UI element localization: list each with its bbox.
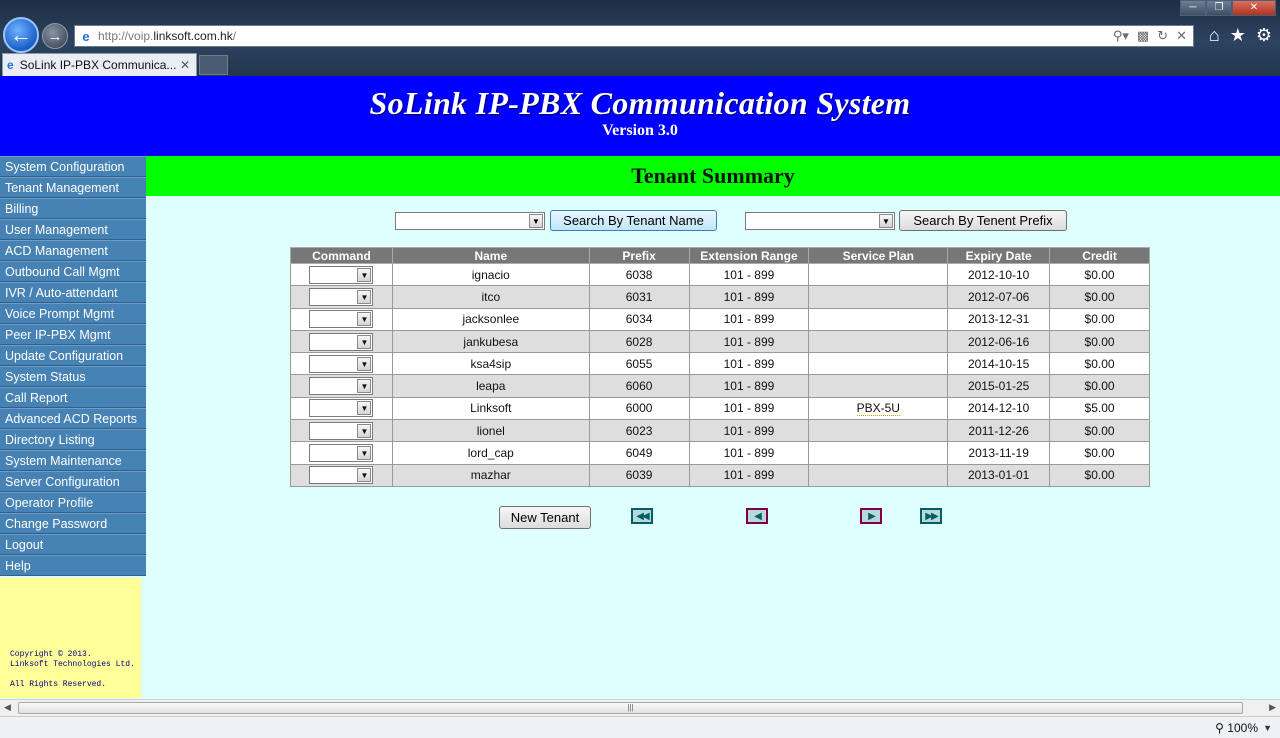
table-row xyxy=(291,442,1150,464)
new-tab-button[interactable] xyxy=(199,55,228,75)
command-cell xyxy=(291,286,393,308)
command-cell xyxy=(291,397,393,419)
tab-bar xyxy=(0,52,1280,76)
scroll-left-icon[interactable]: ◀ xyxy=(4,702,11,712)
tenant-name: mazhar xyxy=(392,464,589,486)
zoom-icon: ⚲ xyxy=(1215,721,1228,735)
tenant-prefix: 6031 xyxy=(589,286,689,308)
credit: $5.00 xyxy=(1050,397,1150,419)
forward-arrow-icon[interactable]: → xyxy=(42,23,68,49)
table-row xyxy=(291,353,1150,375)
scrollbar-thumb[interactable]: ||| xyxy=(18,702,1243,714)
command-select[interactable] xyxy=(309,422,373,440)
table-row xyxy=(291,286,1150,308)
tenant-prefix: 6060 xyxy=(589,375,689,397)
expiry-date: 2013-11-19 xyxy=(948,442,1050,464)
service-plan-link[interactable]: PBX-5U xyxy=(856,401,900,416)
chevron-down-icon[interactable]: ▼ xyxy=(1263,723,1272,733)
copyright-notice: Copyright © 2013. Linksoft Technologies Ltd. All Rights Reserved. xyxy=(10,650,135,689)
address-bar[interactable] xyxy=(74,25,1194,47)
favorites-star-icon[interactable]: ★ xyxy=(1229,25,1246,45)
sidebar-item-outbound-call-mgmt[interactable]: Outbound Call Mgmt xyxy=(0,261,146,282)
service-plan xyxy=(809,397,948,419)
column-header-service-plan: Service Plan xyxy=(809,248,948,264)
extension-range: 101 - 899 xyxy=(689,264,809,286)
tenant-name: leapa xyxy=(392,375,589,397)
extension-range: 101 - 899 xyxy=(689,420,809,442)
expiry-date: 2013-01-01 xyxy=(948,464,1050,486)
credit: $0.00 xyxy=(1050,330,1150,352)
tenant-prefix: 6055 xyxy=(589,353,689,375)
refresh-icon[interactable]: ↻ xyxy=(1157,28,1169,43)
expiry-date: 2014-12-10 xyxy=(948,397,1050,419)
expiry-date: 2013-12-31 xyxy=(948,308,1050,330)
sidebar-item-call-report[interactable]: Call Report xyxy=(0,387,146,408)
tenant-prefix: 6049 xyxy=(589,442,689,464)
sidebar-item-ivr-auto-attendant[interactable]: IVR / Auto-attendant xyxy=(0,282,146,303)
service-plan xyxy=(809,420,948,442)
tenant-prefix: 6023 xyxy=(589,420,689,442)
extension-range: 101 - 899 xyxy=(689,308,809,330)
compat-view-icon[interactable]: ▩ xyxy=(1136,28,1150,43)
credit: $0.00 xyxy=(1050,420,1150,442)
tenant-prefix: 6028 xyxy=(589,330,689,352)
table-row xyxy=(291,308,1150,330)
address-tools xyxy=(1113,28,1193,44)
command-select[interactable] xyxy=(309,333,373,351)
new-tenant-button[interactable]: New Tenant xyxy=(499,506,591,529)
chevron-down-icon[interactable]: ▼ xyxy=(529,214,543,228)
tenant-name: jankubesa xyxy=(392,330,589,352)
search-icon[interactable]: ⚲▾ xyxy=(1112,28,1129,43)
command-select[interactable] xyxy=(309,266,373,284)
tenant-name: lionel xyxy=(392,420,589,442)
extension-range: 101 - 899 xyxy=(689,286,809,308)
chevron-down-icon[interactable]: ▼ xyxy=(357,335,371,349)
browser-toolbar-icons xyxy=(1209,25,1272,46)
sidebar-item-change-password[interactable]: Change Password xyxy=(0,513,146,534)
command-cell xyxy=(291,353,393,375)
home-icon[interactable]: ⌂ xyxy=(1208,25,1220,45)
tenant-prefix: 6039 xyxy=(589,464,689,486)
search-by-tenant-name-button[interactable]: Search By Tenant Name xyxy=(550,210,717,231)
command-select[interactable] xyxy=(309,377,373,395)
chevron-down-icon[interactable]: ▼ xyxy=(357,312,371,326)
command-select[interactable] xyxy=(309,288,373,306)
sidebar-item-voice-prompt-mgmt[interactable]: Voice Prompt Mgmt xyxy=(0,303,146,324)
sidebar-item-system-configuration[interactable]: System Configuration xyxy=(0,156,146,177)
credit: $0.00 xyxy=(1050,286,1150,308)
table-row xyxy=(291,420,1150,442)
stop-icon[interactable]: ✕ xyxy=(1176,28,1187,43)
service-plan xyxy=(809,308,948,330)
service-plan xyxy=(809,353,948,375)
sidebar-menu xyxy=(0,156,146,576)
tenant-name: jacksonlee xyxy=(392,308,589,330)
address-url[interactable]: http://voip.linksoft.com.hk/ xyxy=(98,29,237,43)
column-header-credit: Credit xyxy=(1050,248,1150,264)
command-select[interactable] xyxy=(309,355,373,373)
last-page-icon[interactable]: ▶▶ xyxy=(920,508,942,524)
tenant-name: ksa4sip xyxy=(392,353,589,375)
expiry-date: 2012-07-06 xyxy=(948,286,1050,308)
tenant-name-select[interactable] xyxy=(395,212,545,230)
command-cell xyxy=(291,442,393,464)
sidebar-item-directory-listing[interactable]: Directory Listing xyxy=(0,429,146,450)
tenant-name: ignacio xyxy=(392,264,589,286)
chevron-down-icon[interactable]: ▼ xyxy=(357,468,371,482)
app-version: Version 3.0 xyxy=(602,122,678,139)
tenant-prefix-select[interactable] xyxy=(745,212,895,230)
sidebar-item-system-status[interactable]: System Status xyxy=(0,366,146,387)
tab-ie-icon: e xyxy=(7,58,14,72)
zoom-level[interactable]: ⚲ 100% xyxy=(1215,721,1258,735)
ie-page-icon: e xyxy=(82,28,90,44)
column-header-command: Command xyxy=(291,248,393,264)
command-cell xyxy=(291,375,393,397)
app-title: SoLink IP-PBX Communication System xyxy=(369,85,911,121)
next-page-icon[interactable]: ▶ xyxy=(860,508,882,524)
browser-chrome xyxy=(0,0,1280,76)
credit: $0.00 xyxy=(1050,353,1150,375)
settings-gear-icon[interactable]: ⚙ xyxy=(1255,25,1272,45)
expiry-date: 2012-10-10 xyxy=(948,264,1050,286)
tenant-name: Linksoft xyxy=(392,397,589,419)
command-cell xyxy=(291,464,393,486)
table-row xyxy=(291,375,1150,397)
service-plan xyxy=(809,264,948,286)
chevron-down-icon[interactable]: ▼ xyxy=(357,424,371,438)
status-bar xyxy=(0,716,1280,738)
sidebar-item-peer-ip-pbx-mgmt[interactable]: Peer IP-PBX Mgmt xyxy=(0,324,146,345)
sidebar-item-tenant-management[interactable]: Tenant Management xyxy=(0,177,146,198)
extension-range: 101 - 899 xyxy=(689,464,809,486)
expiry-date: 2012-06-16 xyxy=(948,330,1050,352)
table-row xyxy=(291,264,1150,286)
expiry-date: 2014-10-15 xyxy=(948,353,1050,375)
search-by-tenant-prefix-button[interactable]: Search By Tenent Prefix xyxy=(899,210,1067,231)
column-header-extension-range: Extension Range xyxy=(689,248,809,264)
extension-range: 101 - 899 xyxy=(689,375,809,397)
table-row xyxy=(291,464,1150,486)
expiry-date: 2015-01-25 xyxy=(948,375,1050,397)
extension-range: 101 - 899 xyxy=(689,442,809,464)
sidebar-item-operator-profile[interactable]: Operator Profile xyxy=(0,492,146,513)
extension-range: 101 - 899 xyxy=(689,330,809,352)
command-select[interactable] xyxy=(309,310,373,328)
sidebar-item-server-configuration[interactable]: Server Configuration xyxy=(0,471,146,492)
command-cell xyxy=(291,308,393,330)
sidebar-item-update-configuration[interactable]: Update Configuration xyxy=(0,345,146,366)
chevron-down-icon[interactable]: ▼ xyxy=(357,268,371,282)
first-page-icon[interactable]: ◀◀ xyxy=(631,508,653,524)
minimize-icon[interactable]: ─ xyxy=(1180,0,1206,16)
sidebar-item-help[interactable]: Help xyxy=(0,555,146,576)
window-controls xyxy=(1180,0,1276,16)
table-row xyxy=(291,397,1150,419)
extension-range: 101 - 899 xyxy=(689,353,809,375)
table-row xyxy=(291,330,1150,352)
scroll-right-icon[interactable]: ▶ xyxy=(1269,702,1276,712)
expiry-date: 2011-12-26 xyxy=(948,420,1050,442)
command-select[interactable] xyxy=(309,444,373,462)
previous-page-icon[interactable]: ◀ xyxy=(746,508,768,524)
tenant-prefix: 6000 xyxy=(589,397,689,419)
credit: $0.00 xyxy=(1050,375,1150,397)
service-plan xyxy=(809,442,948,464)
tab-title: SoLink IP-PBX Communica... xyxy=(19,58,177,72)
chevron-down-icon[interactable]: ▼ xyxy=(879,214,893,228)
command-select[interactable] xyxy=(309,399,373,417)
tab-close-icon[interactable]: ✕ xyxy=(179,58,190,72)
sidebar-item-logout[interactable]: Logout xyxy=(0,534,146,555)
sidebar-item-advanced-acd-reports[interactable]: Advanced ACD Reports xyxy=(0,408,146,429)
restore-icon[interactable]: ❐ xyxy=(1206,0,1232,16)
service-plan xyxy=(809,464,948,486)
browser-tab[interactable] xyxy=(2,53,197,76)
sidebar-item-user-management[interactable]: User Management xyxy=(0,219,146,240)
chevron-down-icon[interactable]: ▼ xyxy=(357,401,371,415)
chevron-down-icon[interactable]: ▼ xyxy=(357,290,371,304)
chevron-down-icon[interactable]: ▼ xyxy=(357,379,371,393)
command-select[interactable] xyxy=(309,466,373,484)
command-cell xyxy=(291,330,393,352)
horizontal-scrollbar[interactable] xyxy=(0,699,1280,716)
credit: $0.00 xyxy=(1050,464,1150,486)
command-cell xyxy=(291,420,393,442)
credit: $0.00 xyxy=(1050,308,1150,330)
command-cell xyxy=(291,264,393,286)
credit: $0.00 xyxy=(1050,264,1150,286)
credit: $0.00 xyxy=(1050,442,1150,464)
service-plan xyxy=(809,375,948,397)
sidebar-item-system-maintenance[interactable]: System Maintenance xyxy=(0,450,146,471)
sidebar-item-acd-management[interactable]: ACD Management xyxy=(0,240,146,261)
column-header-prefix: Prefix xyxy=(589,248,689,264)
service-plan xyxy=(809,330,948,352)
service-plan xyxy=(809,286,948,308)
tenant-prefix: 6034 xyxy=(589,308,689,330)
app-banner xyxy=(0,76,1280,156)
tenant-prefix: 6038 xyxy=(589,264,689,286)
sidebar-item-billing[interactable]: Billing xyxy=(0,198,146,219)
tenant-name: itco xyxy=(392,286,589,308)
tenant-name: lord_cap xyxy=(392,442,589,464)
close-window-icon[interactable]: ✕ xyxy=(1232,0,1276,16)
column-header-name: Name xyxy=(392,248,589,264)
chevron-down-icon[interactable]: ▼ xyxy=(357,446,371,460)
tenant-table xyxy=(290,247,1150,487)
page-title: Tenant Summary xyxy=(146,156,1280,196)
table-header-row xyxy=(291,248,1150,264)
chevron-down-icon[interactable]: ▼ xyxy=(357,357,371,371)
back-arrow-icon[interactable]: ← xyxy=(3,17,39,53)
extension-range: 101 - 899 xyxy=(689,397,809,419)
column-header-expiry-date: Expiry Date xyxy=(948,248,1050,264)
